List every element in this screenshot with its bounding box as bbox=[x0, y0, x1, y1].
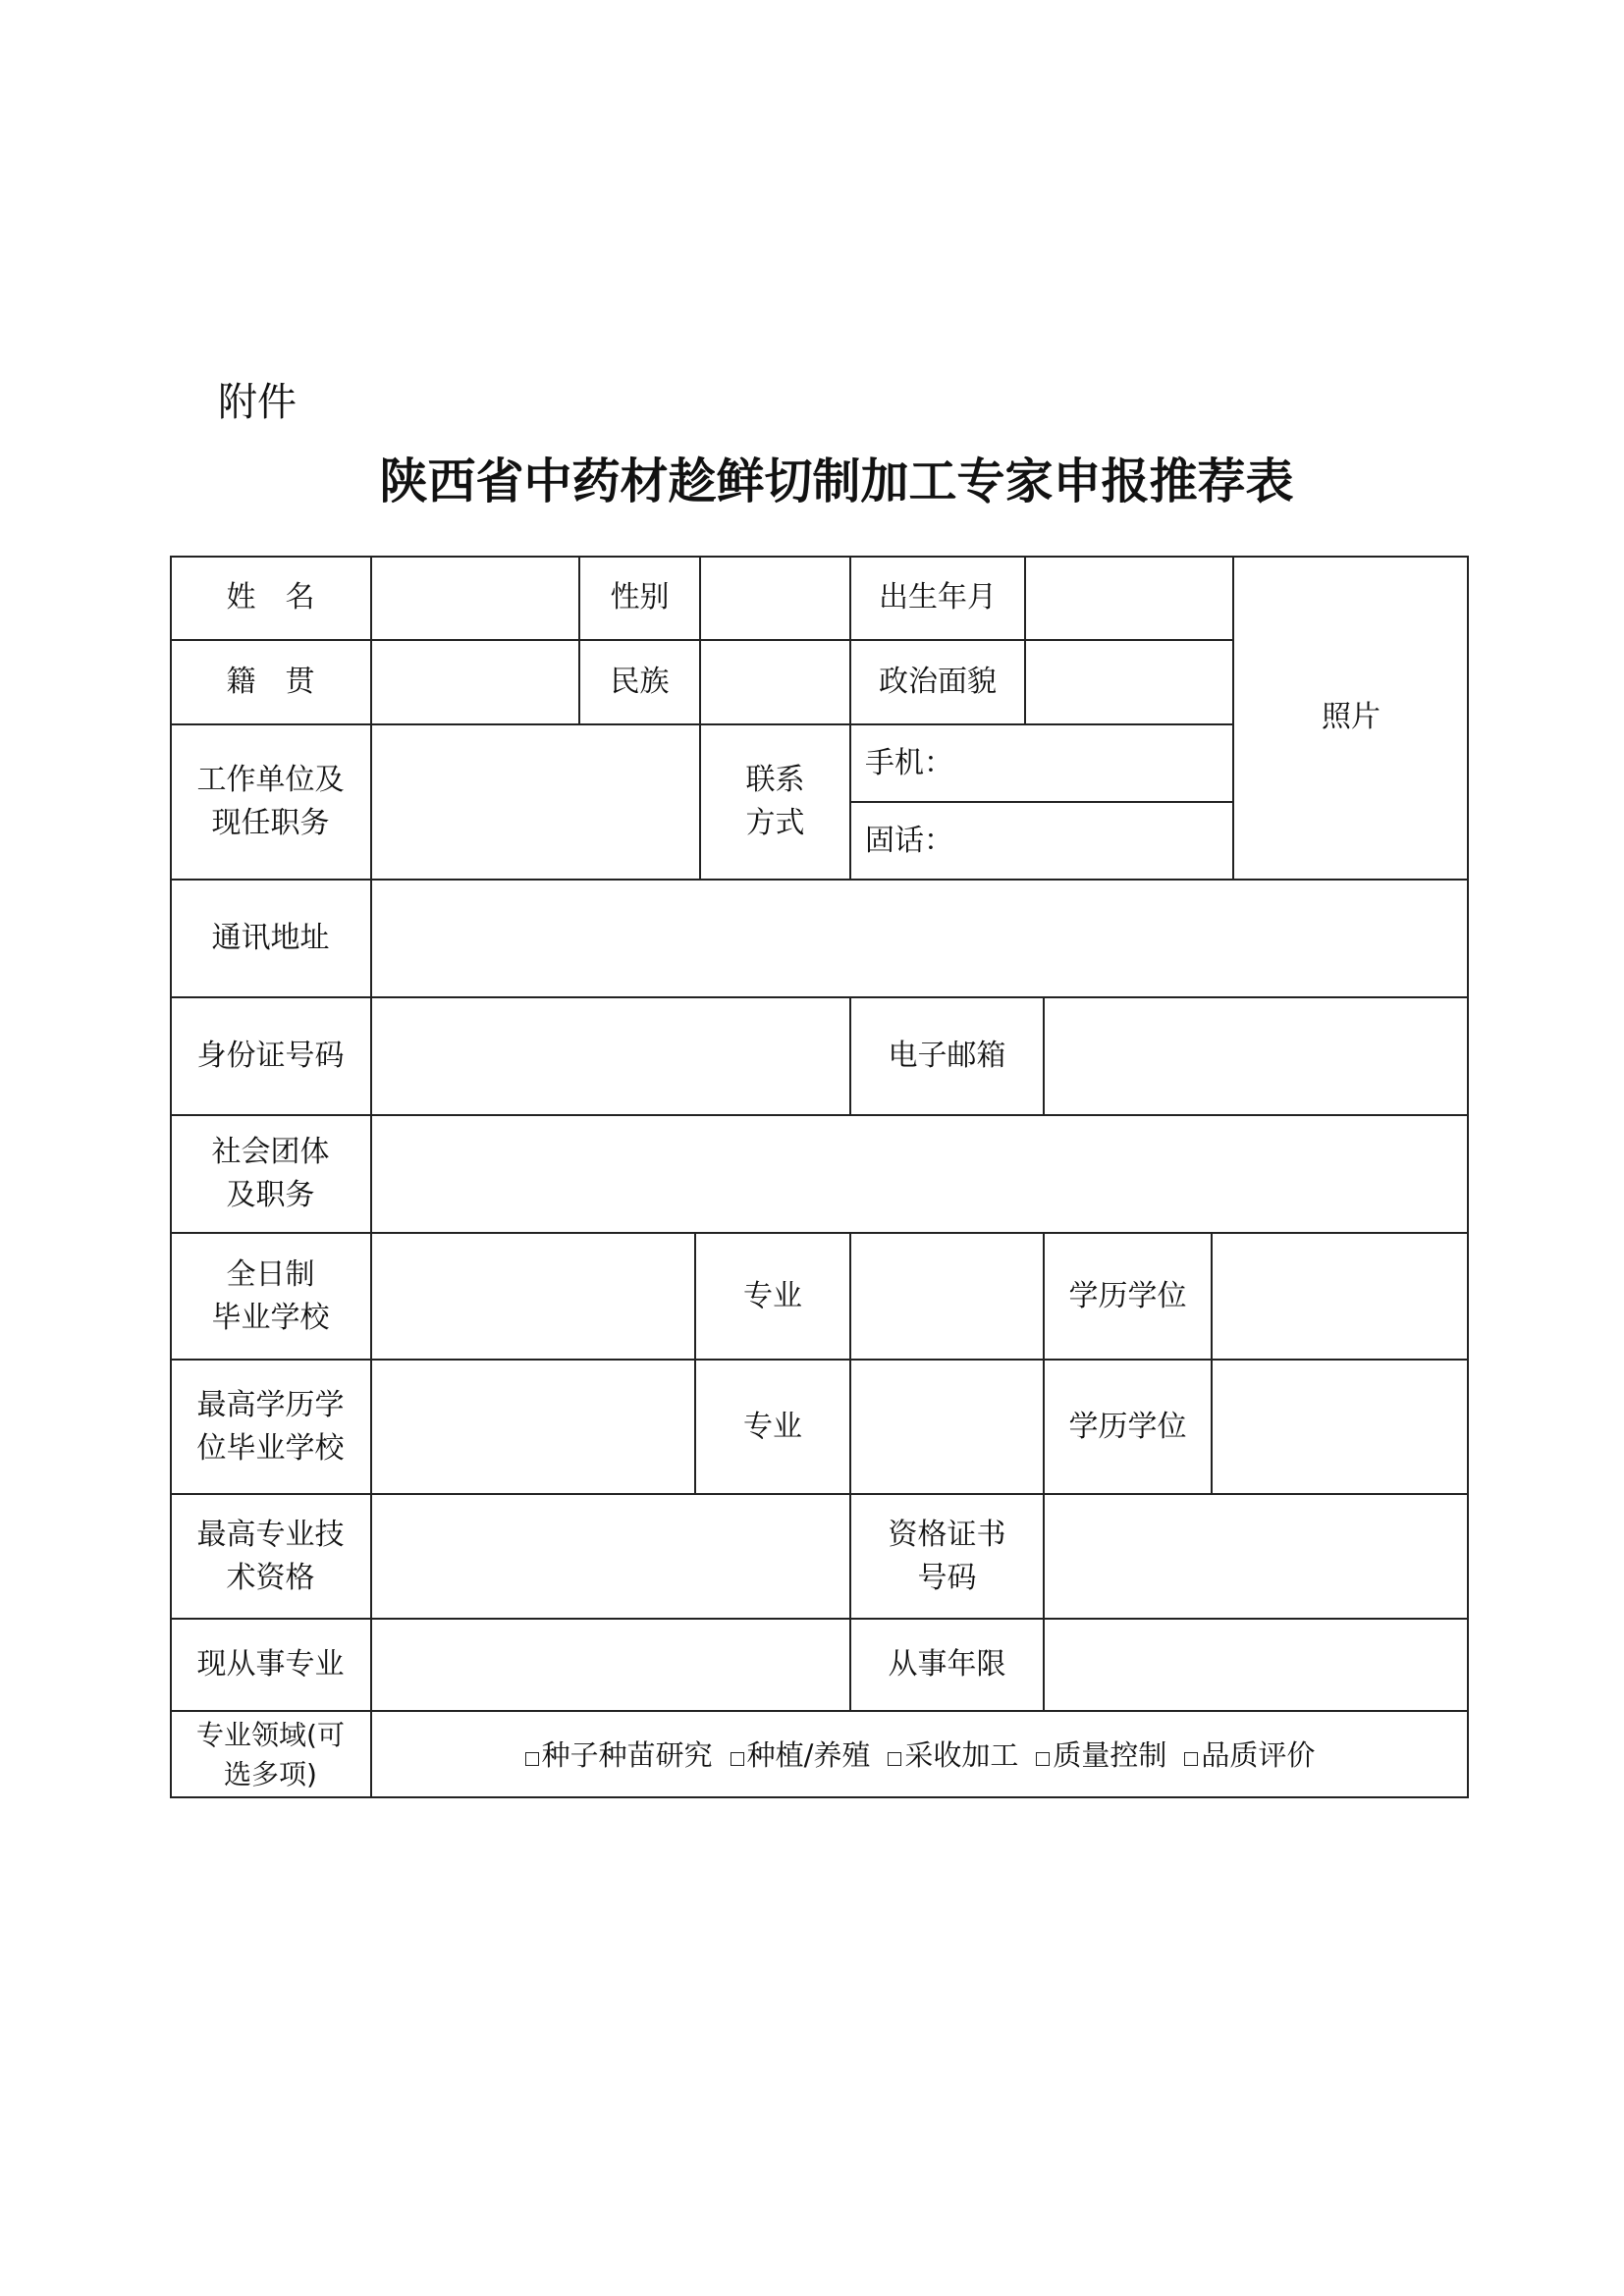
current-major-label: 现从事专业 bbox=[170, 1619, 371, 1711]
attachment-label: 附件 bbox=[218, 380, 297, 425]
fulltime-school-field[interactable] bbox=[371, 1233, 695, 1360]
fulltime-school-label: 全日制 毕业学校 bbox=[170, 1233, 371, 1360]
work-unit-label: 工作单位及 现任职务 bbox=[170, 724, 371, 880]
political-status-label: 政治面貌 bbox=[850, 640, 1025, 724]
years-label: 从事年限 bbox=[850, 1619, 1044, 1711]
field-options bbox=[371, 1711, 1469, 1798]
ethnicity-label: 民族 bbox=[579, 640, 700, 724]
contact-label: 联系 方式 bbox=[700, 724, 850, 880]
application-form-table bbox=[170, 556, 1469, 1798]
degree-field-2[interactable] bbox=[1212, 1360, 1469, 1494]
highest-school-field[interactable] bbox=[371, 1360, 695, 1494]
tech-qual-label: 最高专业技 术资格 bbox=[170, 1494, 371, 1619]
name-label: 姓 名 bbox=[170, 556, 371, 640]
email-field[interactable] bbox=[1044, 997, 1469, 1115]
address-field[interactable] bbox=[371, 880, 1469, 997]
gender-field[interactable] bbox=[700, 556, 850, 640]
work-unit-field[interactable] bbox=[371, 724, 700, 880]
checkbox-icon[interactable] bbox=[525, 1752, 539, 1766]
name-field[interactable] bbox=[371, 556, 579, 640]
social-org-field[interactable] bbox=[371, 1115, 1469, 1233]
field-option-planting-breeding[interactable]: 种植/养殖 bbox=[731, 1734, 871, 1777]
major-field-2[interactable] bbox=[850, 1360, 1044, 1494]
major-label-1: 专业 bbox=[695, 1233, 850, 1360]
photo-box[interactable]: 照片 bbox=[1233, 556, 1469, 880]
ethnicity-field[interactable] bbox=[700, 640, 850, 724]
checkbox-icon[interactable] bbox=[1036, 1752, 1050, 1766]
years-field[interactable] bbox=[1044, 1619, 1469, 1711]
mobile-label: 手机： bbox=[865, 745, 953, 780]
field-option-quality-control[interactable]: 质量控制 bbox=[1036, 1734, 1166, 1777]
highest-school-label: 最高学历学 位毕业学校 bbox=[170, 1360, 371, 1494]
degree-label-1: 学历学位 bbox=[1044, 1233, 1212, 1360]
social-org-label: 社会团体 及职务 bbox=[170, 1115, 371, 1233]
checkbox-icon[interactable] bbox=[1184, 1752, 1198, 1766]
degree-label-2: 学历学位 bbox=[1044, 1360, 1212, 1494]
birth-label: 出生年月 bbox=[850, 556, 1025, 640]
email-label: 电子邮箱 bbox=[850, 997, 1044, 1115]
checkbox-icon[interactable] bbox=[888, 1752, 901, 1766]
cert-no-label: 资格证书 号码 bbox=[850, 1494, 1044, 1619]
political-status-field[interactable] bbox=[1025, 640, 1233, 724]
field-label: 专业领域(可 选多项) bbox=[170, 1711, 371, 1798]
field-option-quality-evaluation[interactable]: 品质评价 bbox=[1184, 1734, 1315, 1777]
field-option-seed-research[interactable]: 种子种苗研究 bbox=[525, 1734, 713, 1777]
native-place-label: 籍 贯 bbox=[170, 640, 371, 724]
gender-label: 性别 bbox=[579, 556, 700, 640]
tech-qual-field[interactable] bbox=[371, 1494, 850, 1619]
major-field-1[interactable] bbox=[850, 1233, 1044, 1360]
checkbox-icon[interactable] bbox=[731, 1752, 744, 1766]
major-label-2: 专业 bbox=[695, 1360, 850, 1494]
mobile-field[interactable] bbox=[850, 724, 1233, 802]
native-place-field[interactable] bbox=[371, 640, 579, 724]
id-number-field[interactable] bbox=[371, 997, 850, 1115]
form-title: 陕西省中药材趁鲜切制加工专家申报推荐表 bbox=[379, 453, 1294, 509]
landline-field[interactable] bbox=[850, 802, 1233, 880]
id-number-label: 身份证号码 bbox=[170, 997, 371, 1115]
current-major-field[interactable] bbox=[371, 1619, 850, 1711]
landline-label: 固话： bbox=[865, 823, 953, 858]
cert-no-field[interactable] bbox=[1044, 1494, 1469, 1619]
birth-field[interactable] bbox=[1025, 556, 1233, 640]
degree-field-1[interactable] bbox=[1212, 1233, 1469, 1360]
address-label: 通讯地址 bbox=[170, 880, 371, 997]
field-option-harvest-processing[interactable]: 采收加工 bbox=[888, 1734, 1018, 1777]
